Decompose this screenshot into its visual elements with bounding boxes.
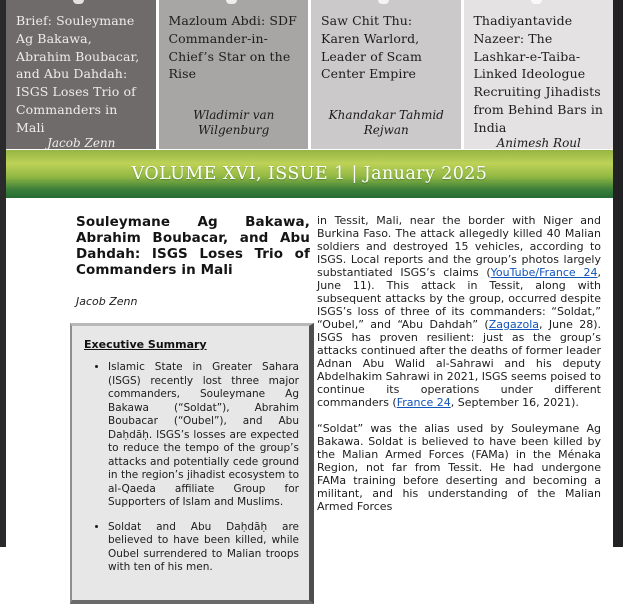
header-article-author: Animesh Roul xyxy=(496,136,581,151)
cropped-image-artifact xyxy=(226,0,237,4)
body-text: , September 16, 2021). xyxy=(450,396,579,409)
citation-link[interactable]: YouTube/France 24 xyxy=(490,266,598,279)
header-article-title: Brief: Souleymane Ag Bakawa, Abrahim Boubacar, and Abu Dahdah: ISGS Loses Trio of Commanders in Mali xyxy=(16,13,140,135)
header-article-4 xyxy=(464,0,614,149)
header-article-author: Khandakar Tahmid Rejwan xyxy=(328,108,444,137)
header-article-author: Wladimir van Wilgenburg xyxy=(193,108,275,137)
header-article-title: Thadiyantavide Nazeer: The Lashkar-e-Taiba-Linked Ideologue Recruiting Jihadists from Behind Bars in India xyxy=(473,13,604,135)
article-author: Jacob Zenn xyxy=(76,295,138,308)
body-text: in Tessit, Mali, near the border with Niger and Burkina Faso. The attack allegedly killed 40 Malian soldiers and destroyed 15 vehicles, according to ISGS. Local reports and the group’s photos largely substantiated ISGS’s claims ( xyxy=(317,214,601,279)
header-article-2 xyxy=(159,0,309,149)
body-paragraph xyxy=(317,214,601,409)
cropped-image-artifact xyxy=(531,0,542,4)
article-body xyxy=(317,214,601,526)
body-text: “Soldat” was the alias used by Souleymane Ag Bakawa. Soldat is believed to have been killed by the Malian Armed Forces (FAMa) in the Ménaka Region, not far from Tessit. He had undergone FAMa training before deserting and becoming a militant, and his understanding of the Malian Armed Forces xyxy=(317,422,601,513)
page-left-border xyxy=(0,0,6,547)
body-text: , June 11). This attack in Tessit, along with subsequent attacks by the group, occurred despite ISGS’s loss of three of its commanders: “Soldat,” “Oubel,” and “Abu Dahdah” ( xyxy=(317,266,601,331)
executive-summary-heading: Executive Summary xyxy=(84,338,207,351)
header-article-title: Mazloum Abdi: SDF Commander-in-Chief’s Star on the Rise xyxy=(168,13,297,82)
issue-header xyxy=(6,0,613,149)
header-article-title: Saw Chit Thu: Karen Warlord, Leader of Scam Center Empire xyxy=(321,13,422,82)
page-right-border xyxy=(613,0,623,547)
header-article-3 xyxy=(311,0,461,149)
citation-link[interactable]: France 24 xyxy=(396,396,451,409)
exec-summary-list xyxy=(83,361,299,575)
article-page xyxy=(6,198,613,573)
volume-issue-banner xyxy=(6,150,613,198)
volume-issue-text: VOLUME XVI, ISSUE 1 | January 2025 xyxy=(131,164,488,184)
article-title: Souleymane Ag Bakawa, Abrahim Boubacar, and Abu Dahdah: ISGS Loses Trio of Commanders in Mali xyxy=(76,214,310,278)
header-article-1 xyxy=(6,0,156,149)
body-paragraph xyxy=(317,422,601,513)
cropped-image-artifact xyxy=(73,0,84,4)
body-text: , June 28). ISGS has proven resilient: just as the group’s attacks continued after the deaths of former leader Adnan Abu Walid al-Sahrawi and his deputy Abdelhakim Sahrawi in 2021, ISGS seems poised to continue its operations under different commanders ( xyxy=(317,318,601,409)
cropped-image-artifact xyxy=(378,0,389,4)
citation-link[interactable]: Zagazola xyxy=(488,318,540,331)
executive-summary-box xyxy=(70,323,314,604)
exec-summary-bullet: • Soldat and Abu Daḥdāḥ are believed to have been killed, while Oubel surrendered to Malian troops with ten of his men. xyxy=(108,521,299,575)
exec-summary-bullet: • Islamic State in Greater Sahara (ISGS) recently lost three major commanders, Souleymane Ag Bakawa (“Soldat”), Abrahim Boubacar (“Oubel”), and Abu Daḥdāḥ. ISGS’s losses are expected to reduce the tempo of the group’s attacks and potentially cede ground in the region’s jihadist ecosystem to al-Qaeda affiliate Group for Supporters of Islam and Muslims. xyxy=(108,361,299,510)
header-article-author: Jacob Zenn xyxy=(47,136,116,151)
article-left-column xyxy=(70,214,314,604)
